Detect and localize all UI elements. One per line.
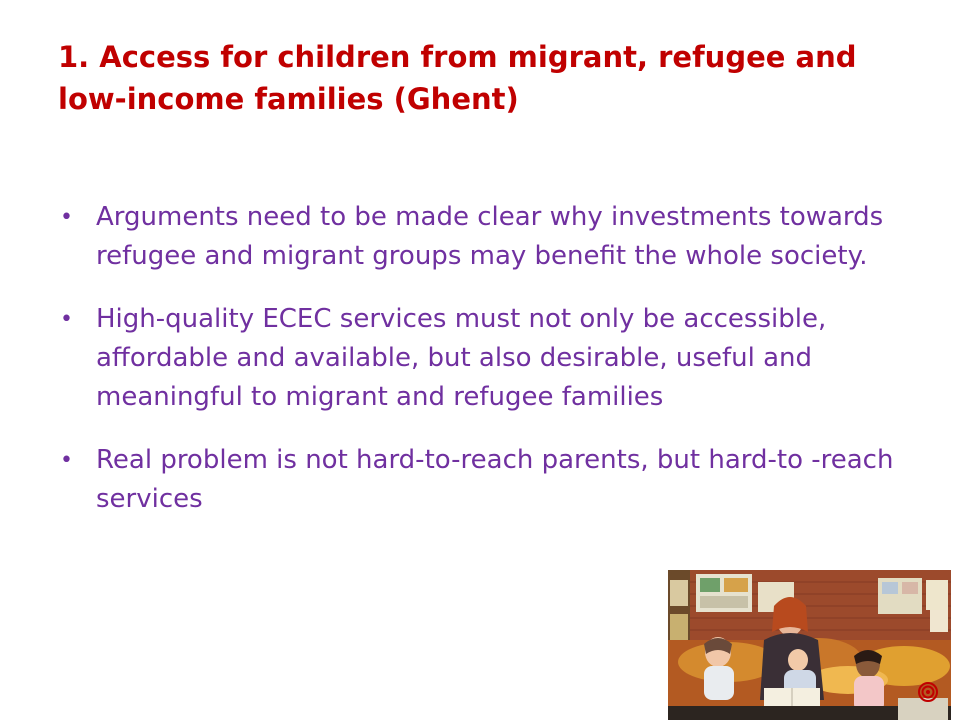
bullet-text: High-quality ECEC services must not only be accessible, affordable and available, but also desirable, useful and meaningful to migrant and refugee families	[96, 304, 827, 412]
bullet-item	[58, 300, 908, 417]
bullet-item	[58, 198, 908, 276]
bullet-marker: •	[60, 307, 73, 332]
bullet-text: Real problem is not hard-to-reach parents, but hard-to -reach services	[96, 445, 894, 514]
spiral-logo-icon	[916, 680, 940, 704]
bullet-marker: •	[60, 205, 73, 230]
bullet-marker: •	[60, 448, 73, 473]
bullet-text: Arguments need to be made clear why investments towards refugee and migrant groups may benefit the whole society.	[96, 202, 884, 271]
slide-title: 1. Access for children from migrant, refugee and low-income families (Ghent)	[58, 40, 857, 116]
bullet-list	[58, 198, 908, 543]
childcare-classroom-photo	[668, 570, 951, 720]
bullet-item	[58, 441, 908, 519]
